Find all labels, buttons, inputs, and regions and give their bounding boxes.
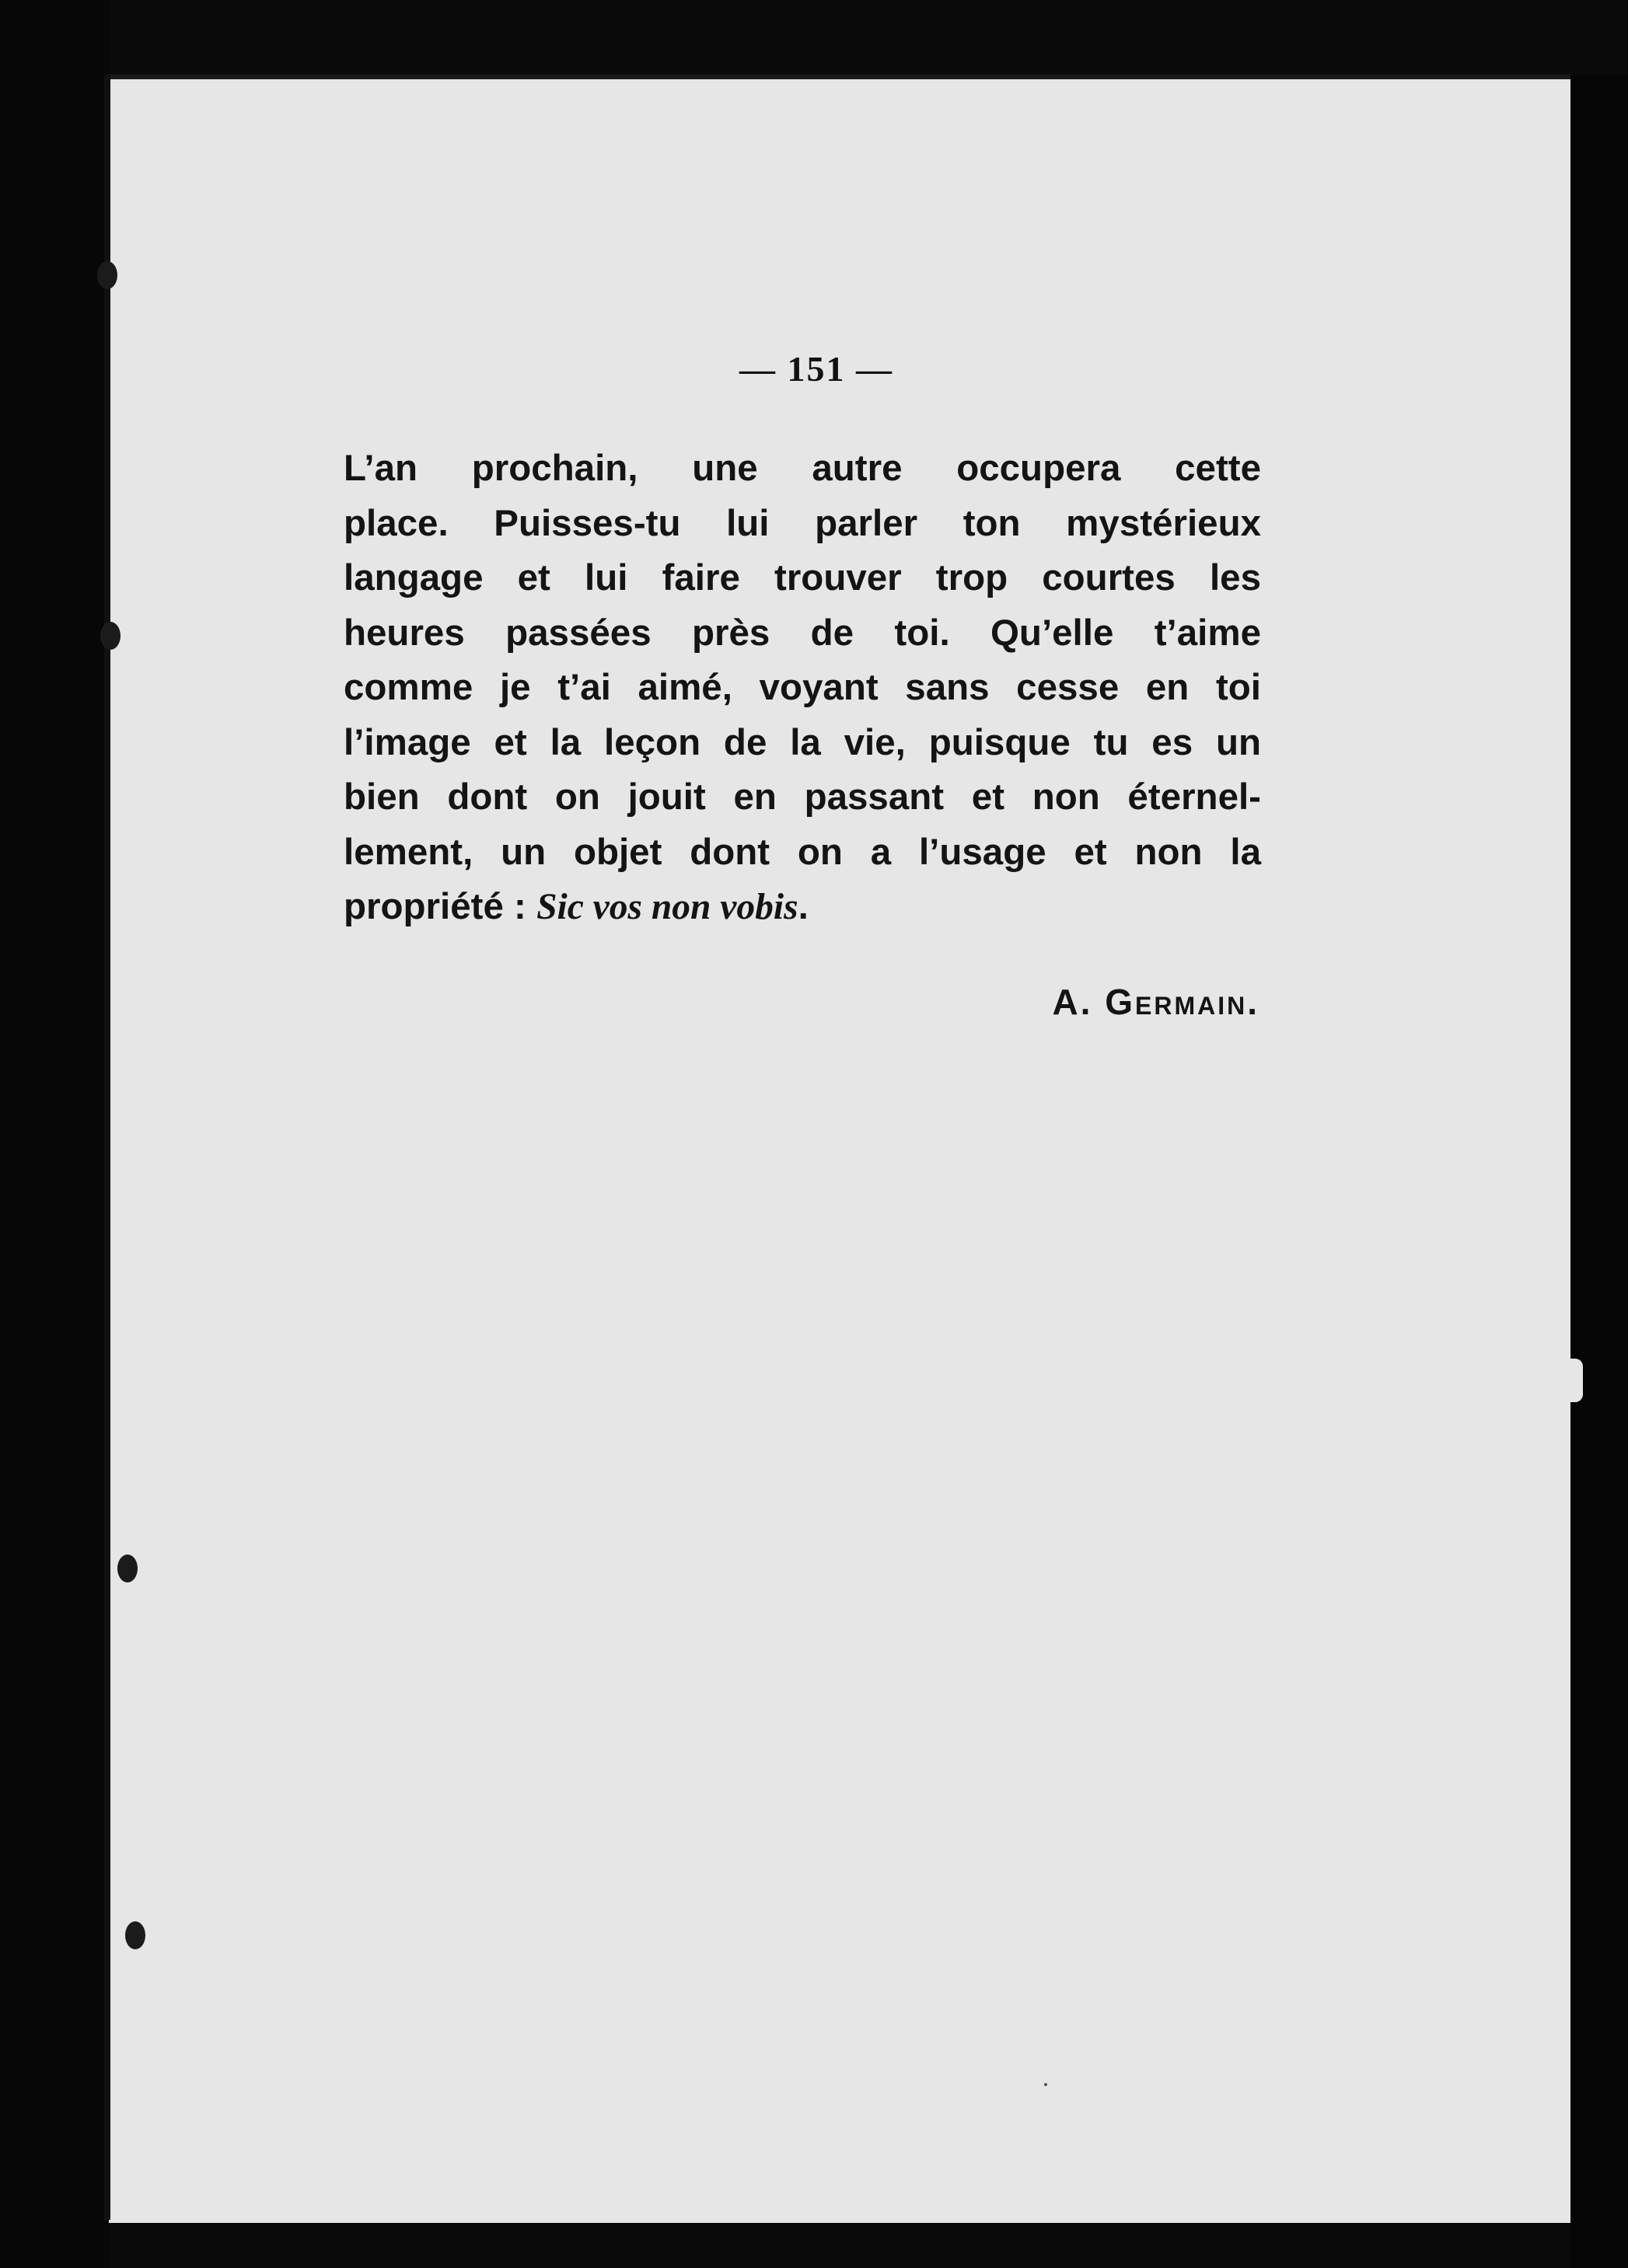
- author-signature: [894, 981, 1259, 1023]
- binding-stitch-mark: [117, 1554, 138, 1582]
- scan-right-border: [1570, 75, 1628, 2268]
- binding-stitch-mark: [97, 261, 117, 289]
- text-line: lement, un objet dont on a l’usage et non la: [344, 831, 1261, 873]
- page-number: — 151 —: [739, 349, 893, 389]
- author-surname: Germain: [1105, 982, 1248, 1022]
- binding-spine: [104, 75, 110, 2220]
- text-line: bien dont on jouit en passant et non éternel-: [344, 776, 1261, 818]
- author-initial: A.: [1052, 982, 1106, 1022]
- text-line: langage et lui faire trouver trop courtes les: [344, 557, 1261, 598]
- text-line: comme je t’ai aimé, voyant sans cesse en toi: [344, 667, 1261, 708]
- binding-stitch-mark: [125, 1921, 145, 1949]
- text-line: heures passées près de toi. Qu’elle t’aime: [344, 612, 1261, 654]
- final-period: .: [798, 886, 809, 927]
- book-gutter: [0, 0, 109, 2268]
- page-edge-tab: [1563, 1359, 1583, 1402]
- text-line-last: [344, 880, 1261, 935]
- text-line: l’image et la leçon de la vie, puisque tu es un: [344, 721, 1261, 763]
- body-paragraph: [344, 441, 1261, 935]
- paper-speck: [1044, 2083, 1047, 2086]
- text-line: L’an prochain, une autre occupera cette: [344, 448, 1261, 489]
- paper-page: [109, 75, 1570, 2223]
- latin-motto: Sic vos non vobis: [536, 887, 798, 927]
- text-line: place. Puisses-tu lui parler ton mystérieux: [344, 502, 1261, 544]
- last-line-text: propriété :: [344, 886, 537, 927]
- signature-period: .: [1247, 982, 1259, 1022]
- binding-stitch-mark: [100, 622, 121, 650]
